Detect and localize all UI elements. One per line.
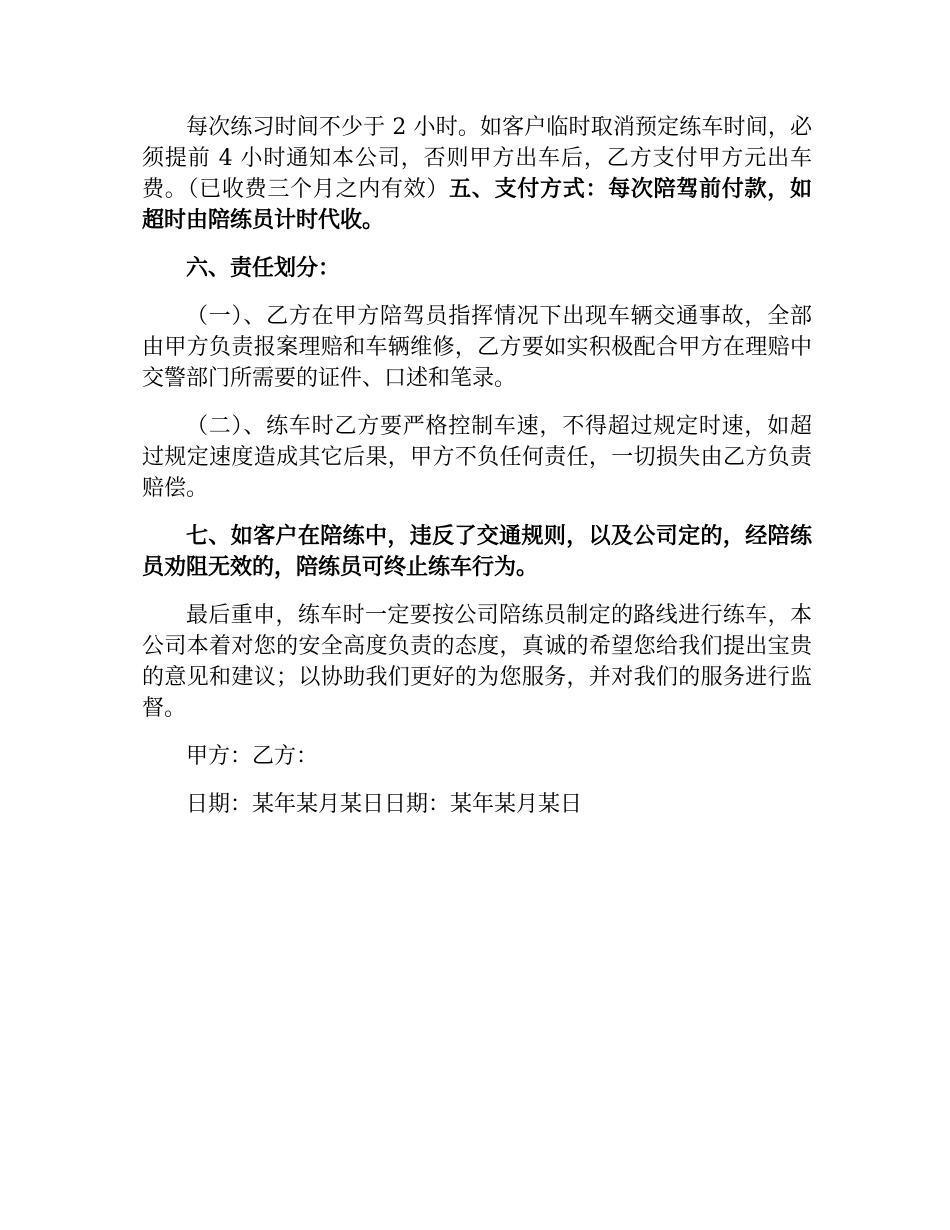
- dates-line: 日期：某年某月某日日期：某年某月某日: [186, 792, 583, 817]
- paragraph-practice-time: [142, 112, 812, 236]
- payment-method-heading: 五、支付方式：每次陪驾前付款，如超时由陪练员计时代收。: [142, 176, 812, 233]
- closing-paragraph: 最后重申，练车时一定要按公司陪练员制定的路线进行练车，本公司本着对您的安全高度负责的态度，真诚的希望您给我们提出宝贵的意见和建议；以协助我们更好的为您服务，并对我们的服务进行监督。: [142, 603, 812, 721]
- document-body: [142, 112, 812, 837]
- section6-heading: 六、责任划分：: [186, 255, 341, 281]
- parties-line: 甲方：乙方：: [186, 744, 319, 769]
- section7-paragraph: 七、如客户在陪练中，违反了交通规则，以及公司定的，经陪练员劝阻无效的，陪练员可终止练车行为。: [142, 523, 812, 580]
- practice-time-text: 每次练习时间不少于 2 小时。如客户临时取消预定练车时间，必须提前 4 小时通知本公司，否则甲方出车后，乙方支付甲方元出车费。（已收费三个月之内有效）: [142, 115, 812, 202]
- clause-1: （一）、乙方在甲方陪驾员指挥情况下出现车辆交通事故，全部由甲方负责报案理赔和车辆维修，乙方要如实积极配合甲方在理赔中交警部门所需要的证件、口述和笔录。: [142, 304, 812, 391]
- clause-2: （二）、练车时乙方要严格控制车速，不得超过规定时速，如超过规定速度造成其它后果，甲方不负任何责任，一切损失由乙方负责赔偿。: [142, 414, 812, 501]
